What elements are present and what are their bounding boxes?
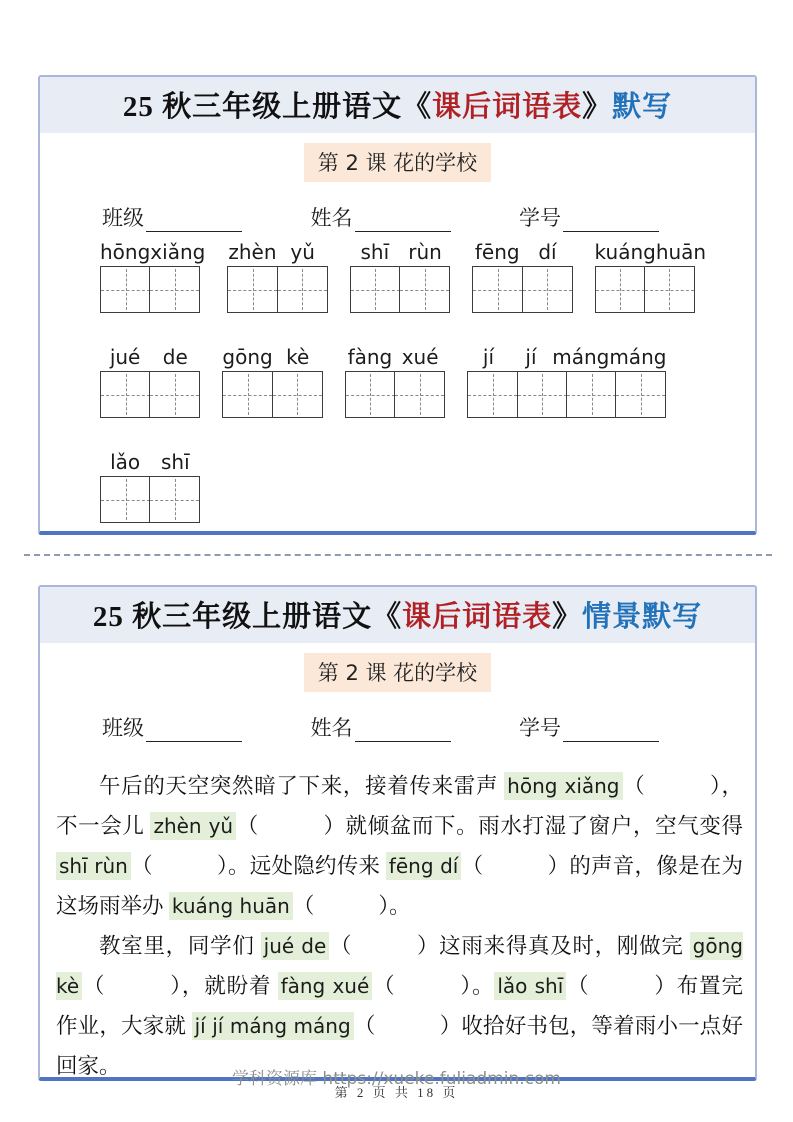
pinyin-label: [467, 345, 666, 371]
pinyin-highlight: zhèn yǔ: [150, 812, 236, 840]
writing-grid: [100, 476, 200, 523]
passage-text: 教室里，同学们: [99, 934, 261, 958]
field-number-blank[interactable]: [563, 741, 659, 742]
passage-paragraphs: [40, 766, 755, 1086]
writing-cell[interactable]: [149, 476, 200, 523]
word-group: [467, 345, 666, 418]
field-number-label: 学号: [519, 206, 561, 230]
passage-text: ）布置完作业，大家就: [56, 974, 743, 1038]
passage-text: ）的声音，像是在为这场雨举办: [56, 854, 743, 918]
field-name: [311, 712, 451, 742]
writing-cell[interactable]: [272, 371, 323, 418]
passage-text: （: [236, 814, 259, 838]
writing-grid: [100, 266, 205, 313]
sheet-title: [40, 587, 755, 643]
page-number: 第 2 页 共 18 页: [334, 1085, 459, 1100]
answer-blank[interactable]: [105, 992, 169, 993]
answer-blank[interactable]: [483, 872, 547, 873]
writing-cell[interactable]: [227, 266, 278, 313]
pinyin-label: [595, 240, 707, 266]
passage-text: （: [329, 934, 353, 958]
word-group: [227, 240, 327, 313]
passage-text: ）。: [459, 974, 495, 998]
title-prefix: 25 秋三年级上册语文: [122, 91, 403, 123]
writing-grid: [227, 266, 327, 313]
writing-cell[interactable]: [277, 266, 328, 313]
title-bracket-open: 《: [402, 91, 433, 123]
writing-grid: [345, 371, 445, 418]
word-group: [345, 345, 445, 418]
writing-cell[interactable]: [644, 266, 695, 313]
pinyin-highlight: jué de: [261, 932, 330, 960]
word-row: [100, 345, 755, 418]
writing-cell[interactable]: [345, 371, 396, 418]
field-name: [311, 202, 451, 232]
passage-text: ）这雨来得真及时，刚做完: [416, 934, 690, 958]
pinyin-label: [472, 240, 572, 266]
passage-text: （: [130, 854, 153, 878]
pinyin-syllable: lǎo: [110, 450, 141, 474]
pinyin-label: [222, 345, 322, 371]
pinyin-label: [227, 240, 327, 266]
pinyin-syllable: gōng: [222, 345, 273, 369]
answer-blank[interactable]: [376, 1032, 440, 1033]
writing-grid: [100, 371, 200, 418]
passage-text: （: [622, 774, 646, 798]
passage-text: （: [82, 974, 106, 998]
writing-grid: [467, 371, 666, 418]
writing-cell[interactable]: [100, 476, 151, 523]
writing-grid: [595, 266, 707, 313]
writing-grid: [472, 266, 572, 313]
field-name-label: 姓名: [310, 206, 353, 230]
writing-cell[interactable]: [399, 266, 450, 313]
passage-text: ）。: [378, 894, 411, 918]
field-name-blank[interactable]: [355, 231, 451, 232]
field-class-blank[interactable]: [146, 231, 242, 232]
pinyin-syllable: huān: [655, 240, 707, 264]
dictation-sheet: [38, 75, 757, 535]
pinyin-highlight: hōng xiǎng: [504, 772, 622, 800]
writing-cell[interactable]: [350, 266, 401, 313]
lesson-badge: 第 2 课 花的学校: [304, 143, 491, 182]
field-number: [519, 202, 659, 232]
watermark: 学科资源库 https://xueke.fuliadmin.com: [232, 1069, 561, 1089]
field-number-blank[interactable]: [563, 231, 659, 232]
pinyin-syllable: kuáng: [594, 240, 656, 264]
title-suffix: 情景默写: [582, 601, 703, 633]
field-class-label: 班级: [102, 716, 144, 740]
pinyin-highlight: lǎo shī: [494, 972, 566, 1000]
passage-text: 午后的天空突然暗了下来，接着传来雷声: [99, 774, 505, 798]
pinyin-syllable: fēng: [474, 240, 520, 264]
passage-text: ），就盼着: [169, 974, 278, 998]
title-suffix: 默写: [612, 91, 673, 123]
writing-cell[interactable]: [149, 371, 200, 418]
field-class-blank[interactable]: [146, 741, 242, 742]
word-group: [100, 345, 200, 418]
pinyin-label: [345, 345, 445, 371]
student-info-row: [40, 712, 755, 742]
pinyin-highlight: kuáng huān: [169, 892, 293, 920]
pinyin-syllable: yǔ: [290, 240, 315, 264]
pinyin-syllable: hōng: [100, 240, 151, 264]
section-divider: [24, 554, 772, 556]
writing-cell[interactable]: [222, 371, 273, 418]
pinyin-syllable: xué: [401, 345, 439, 369]
passage-text: （: [566, 974, 590, 998]
writing-cell[interactable]: [615, 371, 666, 418]
writing-grid: [350, 266, 450, 313]
pinyin-label: [350, 240, 450, 266]
pinyin-highlight: fēng dí: [386, 852, 462, 880]
field-number: [519, 712, 659, 742]
passage-text: （: [353, 1014, 376, 1038]
title-bracket-close: 》: [582, 91, 613, 123]
pinyin-label: [100, 240, 205, 266]
answer-blank[interactable]: [259, 832, 323, 833]
word-row: [100, 240, 755, 313]
student-info-row: [40, 202, 755, 232]
field-class: [102, 202, 242, 232]
passage-text: （: [372, 974, 396, 998]
pinyin-label: [100, 450, 200, 476]
word-group: [350, 240, 450, 313]
passage-text: （: [461, 854, 484, 878]
pinyin-syllable: jí: [482, 345, 495, 369]
answer-blank[interactable]: [314, 912, 378, 913]
title-bracket-open: 《: [372, 601, 403, 633]
pinyin-label: [100, 345, 200, 371]
word-grid-rows: [40, 240, 755, 523]
pinyin-syllable: kè: [286, 345, 310, 369]
passage-text: ）收拾好书包，等着雨小一点好回家。: [56, 1014, 743, 1078]
pinyin-syllable: shī: [360, 240, 390, 264]
pinyin-highlight: jí jí máng máng: [192, 1012, 354, 1040]
word-group: [100, 240, 205, 313]
field-class: [102, 712, 242, 742]
word-group: [222, 345, 322, 418]
answer-blank[interactable]: [645, 792, 709, 793]
word-group: [100, 450, 200, 523]
pinyin-syllable: jué: [109, 345, 141, 369]
passage-text: （: [292, 894, 315, 918]
writing-cell[interactable]: [467, 371, 518, 418]
title-book-name: 课后词语表: [432, 91, 583, 123]
pinyin-syllable: de: [162, 345, 188, 369]
field-number-label: 学号: [519, 716, 561, 740]
pinyin-syllable: máng: [552, 345, 610, 369]
field-name-blank[interactable]: [355, 741, 451, 742]
writing-grid: [222, 371, 322, 418]
pinyin-syllable: shī: [160, 450, 190, 474]
answer-blank[interactable]: [590, 992, 654, 993]
writing-cell[interactable]: [517, 371, 568, 418]
paragraph: [56, 766, 743, 926]
title-prefix: 25 秋三年级上册语文: [92, 601, 373, 633]
writing-cell[interactable]: [522, 266, 573, 313]
pinyin-syllable: zhèn: [228, 240, 277, 264]
answer-blank[interactable]: [153, 872, 217, 873]
writing-cell[interactable]: [394, 371, 445, 418]
writing-cell[interactable]: [566, 371, 617, 418]
passage-text: ），不一会儿: [56, 774, 743, 838]
pinyin-highlight: gōng kè: [56, 934, 743, 998]
pinyin-syllable: fàng: [347, 345, 393, 369]
title-bracket-close: 》: [552, 601, 583, 633]
title-book-name: 课后词语表: [402, 601, 553, 633]
writing-cell[interactable]: [100, 266, 151, 313]
field-name-label: 姓名: [310, 716, 353, 740]
pinyin-syllable: rùn: [408, 240, 442, 264]
pinyin-syllable: dí: [538, 240, 557, 264]
lesson-badge: 第 2 课 花的学校: [304, 653, 491, 692]
answer-blank[interactable]: [352, 952, 416, 953]
answer-blank[interactable]: [396, 992, 460, 993]
writing-cell[interactable]: [149, 266, 200, 313]
writing-cell[interactable]: [100, 371, 151, 418]
writing-cell[interactable]: [472, 266, 523, 313]
sheet-title: [40, 77, 755, 133]
word-group: [472, 240, 572, 313]
passage-text: ）。远处隐约传来: [216, 854, 386, 878]
passage-text: ）就倾盆而下。雨水打湿了窗户，空气变得: [322, 814, 743, 838]
word-row: [100, 450, 755, 523]
writing-cell[interactable]: [595, 266, 646, 313]
pinyin-syllable: jí: [525, 345, 537, 369]
paragraph: [56, 926, 743, 1086]
pinyin-highlight: fàng xué: [278, 972, 373, 1000]
pinyin-syllable: máng: [609, 345, 667, 369]
context-dictation-sheet: [38, 585, 757, 1081]
field-class-label: 班级: [102, 206, 144, 230]
pinyin-syllable: xiǎng: [150, 240, 206, 264]
word-group: [595, 240, 707, 313]
pinyin-highlight: shī rùn: [56, 852, 131, 880]
